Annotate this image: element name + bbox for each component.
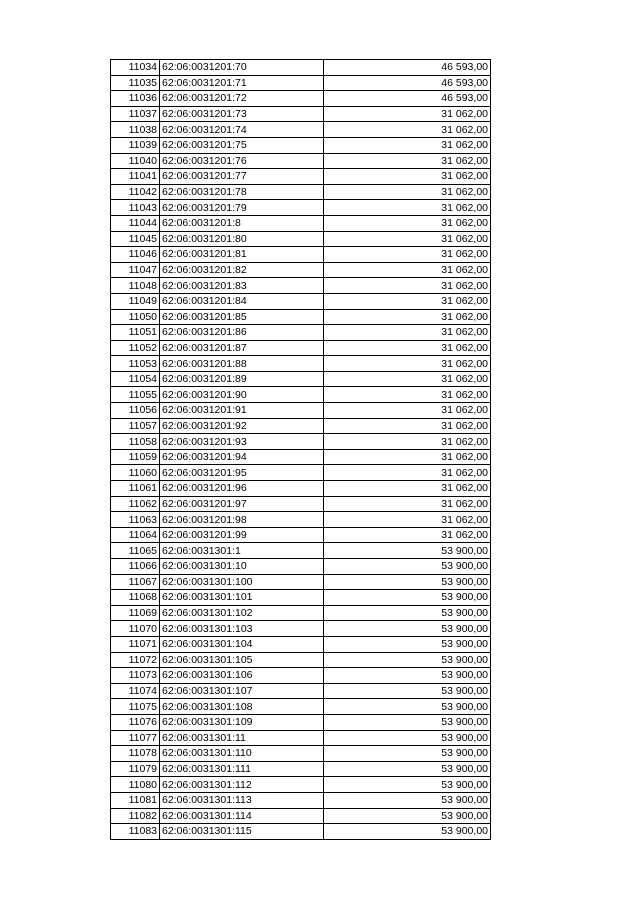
table-row bbox=[111, 590, 491, 606]
table-row bbox=[111, 137, 491, 153]
cadastral-number-cell: 62:06:0031301:10 bbox=[160, 559, 324, 575]
cadastral-number-cell: 62:06:0031201:80 bbox=[160, 231, 324, 247]
cadastral-number-cell: 62:06:0031201:88 bbox=[160, 356, 324, 372]
table-row bbox=[111, 824, 491, 840]
cadastral-value-cell: 53 900,00 bbox=[324, 761, 491, 777]
row-number-cell: 11073 bbox=[111, 668, 160, 684]
row-number-cell: 11052 bbox=[111, 340, 160, 356]
row-number-cell: 11044 bbox=[111, 215, 160, 231]
row-number-cell: 11059 bbox=[111, 449, 160, 465]
row-number-cell: 11053 bbox=[111, 356, 160, 372]
cadastral-value-cell: 31 062,00 bbox=[324, 496, 491, 512]
cadastral-number-cell: 62:06:0031201:98 bbox=[160, 512, 324, 528]
cadastral-value-cell: 31 062,00 bbox=[324, 512, 491, 528]
cadastral-value-cell: 31 062,00 bbox=[324, 137, 491, 153]
table-row bbox=[111, 184, 491, 200]
cadastral-value-cell: 31 062,00 bbox=[324, 262, 491, 278]
cadastral-number-cell: 62:06:0031201:71 bbox=[160, 75, 324, 91]
cadastral-value-cell: 53 900,00 bbox=[324, 824, 491, 840]
cadastral-number-cell: 62:06:0031201:77 bbox=[160, 169, 324, 185]
row-number-cell: 11055 bbox=[111, 387, 160, 403]
table-row bbox=[111, 356, 491, 372]
cadastral-number-cell: 62:06:0031201:92 bbox=[160, 418, 324, 434]
table-body bbox=[111, 60, 491, 840]
cadastral-number-cell: 62:06:0031301:110 bbox=[160, 746, 324, 762]
table-row bbox=[111, 278, 491, 294]
cadastral-number-cell: 62:06:0031201:74 bbox=[160, 122, 324, 138]
cadastral-value-cell: 31 062,00 bbox=[324, 278, 491, 294]
table-row bbox=[111, 106, 491, 122]
cadastral-value-cell: 53 900,00 bbox=[324, 636, 491, 652]
row-number-cell: 11080 bbox=[111, 777, 160, 793]
cadastral-number-cell: 62:06:0031201:70 bbox=[160, 60, 324, 76]
table-row bbox=[111, 231, 491, 247]
row-number-cell: 11072 bbox=[111, 652, 160, 668]
row-number-cell: 11067 bbox=[111, 574, 160, 590]
row-number-cell: 11065 bbox=[111, 543, 160, 559]
table-row bbox=[111, 215, 491, 231]
row-number-cell: 11069 bbox=[111, 605, 160, 621]
row-number-cell: 11074 bbox=[111, 683, 160, 699]
cadastral-value-cell: 53 900,00 bbox=[324, 543, 491, 559]
row-number-cell: 11034 bbox=[111, 60, 160, 76]
cadastral-number-cell: 62:06:0031201:8 bbox=[160, 215, 324, 231]
cadastral-number-cell: 62:06:0031301:111 bbox=[160, 761, 324, 777]
row-number-cell: 11037 bbox=[111, 106, 160, 122]
cadastral-value-cell: 53 900,00 bbox=[324, 792, 491, 808]
row-number-cell: 11043 bbox=[111, 200, 160, 216]
cadastral-value-cell: 31 062,00 bbox=[324, 231, 491, 247]
cadastral-number-cell: 62:06:0031201:99 bbox=[160, 527, 324, 543]
cadastral-value-cell: 53 900,00 bbox=[324, 683, 491, 699]
row-number-cell: 11081 bbox=[111, 792, 160, 808]
cadastral-number-cell: 62:06:0031201:91 bbox=[160, 403, 324, 419]
table-row bbox=[111, 714, 491, 730]
row-number-cell: 11061 bbox=[111, 481, 160, 497]
table-row bbox=[111, 309, 491, 325]
table-row bbox=[111, 75, 491, 91]
table-row bbox=[111, 699, 491, 715]
row-number-cell: 11076 bbox=[111, 714, 160, 730]
cadastral-number-cell: 62:06:0031201:83 bbox=[160, 278, 324, 294]
table-row bbox=[111, 808, 491, 824]
row-number-cell: 11063 bbox=[111, 512, 160, 528]
table-row bbox=[111, 340, 491, 356]
cadastral-number-cell: 62:06:0031301:108 bbox=[160, 699, 324, 715]
table-row bbox=[111, 169, 491, 185]
cadastral-number-cell: 62:06:0031201:95 bbox=[160, 465, 324, 481]
table-row bbox=[111, 262, 491, 278]
table-row bbox=[111, 574, 491, 590]
table-row bbox=[111, 636, 491, 652]
row-number-cell: 11083 bbox=[111, 824, 160, 840]
cadastral-value-cell: 53 900,00 bbox=[324, 605, 491, 621]
cadastral-number-cell: 62:06:0031201:94 bbox=[160, 449, 324, 465]
table-row bbox=[111, 418, 491, 434]
cadastral-value-cell: 31 062,00 bbox=[324, 434, 491, 450]
cadastral-number-cell: 62:06:0031301:113 bbox=[160, 792, 324, 808]
cadastral-number-cell: 62:06:0031201:86 bbox=[160, 325, 324, 341]
row-number-cell: 11038 bbox=[111, 122, 160, 138]
table-row bbox=[111, 730, 491, 746]
table-row bbox=[111, 481, 491, 497]
cadastral-value-table bbox=[110, 59, 491, 840]
row-number-cell: 11082 bbox=[111, 808, 160, 824]
cadastral-number-cell: 62:06:0031301:102 bbox=[160, 605, 324, 621]
cadastral-value-cell: 53 900,00 bbox=[324, 699, 491, 715]
table-row bbox=[111, 325, 491, 341]
cadastral-value-cell: 31 062,00 bbox=[324, 309, 491, 325]
cadastral-value-cell: 31 062,00 bbox=[324, 356, 491, 372]
cadastral-value-cell: 31 062,00 bbox=[324, 387, 491, 403]
cadastral-value-cell: 31 062,00 bbox=[324, 449, 491, 465]
cadastral-number-cell: 62:06:0031201:73 bbox=[160, 106, 324, 122]
table-row bbox=[111, 60, 491, 76]
row-number-cell: 11070 bbox=[111, 621, 160, 637]
table-row bbox=[111, 792, 491, 808]
cadastral-number-cell: 62:06:0031201:84 bbox=[160, 293, 324, 309]
cadastral-value-cell: 31 062,00 bbox=[324, 527, 491, 543]
cadastral-value-cell: 31 062,00 bbox=[324, 184, 491, 200]
cadastral-value-cell: 46 593,00 bbox=[324, 75, 491, 91]
table-row bbox=[111, 434, 491, 450]
row-number-cell: 11064 bbox=[111, 527, 160, 543]
table-row bbox=[111, 449, 491, 465]
table-row bbox=[111, 777, 491, 793]
cadastral-number-cell: 62:06:0031301:107 bbox=[160, 683, 324, 699]
cadastral-value-cell: 53 900,00 bbox=[324, 559, 491, 575]
row-number-cell: 11054 bbox=[111, 371, 160, 387]
cadastral-value-cell: 31 062,00 bbox=[324, 418, 491, 434]
row-number-cell: 11045 bbox=[111, 231, 160, 247]
cadastral-value-cell: 53 900,00 bbox=[324, 621, 491, 637]
cadastral-value-cell: 31 062,00 bbox=[324, 293, 491, 309]
row-number-cell: 11051 bbox=[111, 325, 160, 341]
row-number-cell: 11057 bbox=[111, 418, 160, 434]
table-row bbox=[111, 652, 491, 668]
row-number-cell: 11036 bbox=[111, 91, 160, 107]
cadastral-value-cell: 31 062,00 bbox=[324, 340, 491, 356]
table-row bbox=[111, 496, 491, 512]
cadastral-value-cell: 53 900,00 bbox=[324, 777, 491, 793]
table-row bbox=[111, 200, 491, 216]
cadastral-value-cell: 53 900,00 bbox=[324, 808, 491, 824]
table-row bbox=[111, 91, 491, 107]
cadastral-value-cell: 31 062,00 bbox=[324, 153, 491, 169]
row-number-cell: 11078 bbox=[111, 746, 160, 762]
row-number-cell: 11040 bbox=[111, 153, 160, 169]
row-number-cell: 11060 bbox=[111, 465, 160, 481]
row-number-cell: 11048 bbox=[111, 278, 160, 294]
table-row bbox=[111, 746, 491, 762]
cadastral-value-cell: 53 900,00 bbox=[324, 590, 491, 606]
cadastral-value-cell: 46 593,00 bbox=[324, 91, 491, 107]
cadastral-number-cell: 62:06:0031201:82 bbox=[160, 262, 324, 278]
cadastral-number-cell: 62:06:0031201:76 bbox=[160, 153, 324, 169]
row-number-cell: 11056 bbox=[111, 403, 160, 419]
cadastral-number-cell: 62:06:0031301:1 bbox=[160, 543, 324, 559]
cadastral-value-cell: 31 062,00 bbox=[324, 215, 491, 231]
row-number-cell: 11046 bbox=[111, 247, 160, 263]
cadastral-number-cell: 62:06:0031201:87 bbox=[160, 340, 324, 356]
table-row bbox=[111, 683, 491, 699]
cadastral-number-cell: 62:06:0031201:97 bbox=[160, 496, 324, 512]
table-row bbox=[111, 122, 491, 138]
cadastral-value-cell: 31 062,00 bbox=[324, 481, 491, 497]
cadastral-number-cell: 62:06:0031301:103 bbox=[160, 621, 324, 637]
cadastral-number-cell: 62:06:0031201:78 bbox=[160, 184, 324, 200]
table-row bbox=[111, 668, 491, 684]
cadastral-value-cell: 31 062,00 bbox=[324, 106, 491, 122]
table-row bbox=[111, 247, 491, 263]
row-number-cell: 11047 bbox=[111, 262, 160, 278]
table-row bbox=[111, 387, 491, 403]
cadastral-number-cell: 62:06:0031301:114 bbox=[160, 808, 324, 824]
cadastral-value-cell: 31 062,00 bbox=[324, 247, 491, 263]
table-row bbox=[111, 761, 491, 777]
cadastral-number-cell: 62:06:0031201:89 bbox=[160, 371, 324, 387]
row-number-cell: 11066 bbox=[111, 559, 160, 575]
row-number-cell: 11068 bbox=[111, 590, 160, 606]
table-row bbox=[111, 293, 491, 309]
cadastral-number-cell: 62:06:0031301:11 bbox=[160, 730, 324, 746]
table-row bbox=[111, 543, 491, 559]
cadastral-number-cell: 62:06:0031301:112 bbox=[160, 777, 324, 793]
cadastral-value-cell: 31 062,00 bbox=[324, 169, 491, 185]
table-row bbox=[111, 559, 491, 575]
cadastral-value-cell: 53 900,00 bbox=[324, 668, 491, 684]
cadastral-value-cell: 31 062,00 bbox=[324, 371, 491, 387]
cadastral-value-cell: 53 900,00 bbox=[324, 652, 491, 668]
table-row bbox=[111, 153, 491, 169]
cadastral-value-cell: 53 900,00 bbox=[324, 746, 491, 762]
row-number-cell: 11042 bbox=[111, 184, 160, 200]
table-row bbox=[111, 371, 491, 387]
row-number-cell: 11071 bbox=[111, 636, 160, 652]
table-row bbox=[111, 512, 491, 528]
cadastral-value-cell: 31 062,00 bbox=[324, 200, 491, 216]
table-row bbox=[111, 605, 491, 621]
cadastral-number-cell: 62:06:0031201:79 bbox=[160, 200, 324, 216]
row-number-cell: 11039 bbox=[111, 137, 160, 153]
row-number-cell: 11079 bbox=[111, 761, 160, 777]
cadastral-number-cell: 62:06:0031201:81 bbox=[160, 247, 324, 263]
row-number-cell: 11077 bbox=[111, 730, 160, 746]
cadastral-value-cell: 53 900,00 bbox=[324, 574, 491, 590]
cadastral-number-cell: 62:06:0031301:109 bbox=[160, 714, 324, 730]
cadastral-number-cell: 62:06:0031201:93 bbox=[160, 434, 324, 450]
cadastral-number-cell: 62:06:0031201:72 bbox=[160, 91, 324, 107]
cadastral-value-cell: 53 900,00 bbox=[324, 730, 491, 746]
row-number-cell: 11035 bbox=[111, 75, 160, 91]
cadastral-number-cell: 62:06:0031201:75 bbox=[160, 137, 324, 153]
cadastral-number-cell: 62:06:0031301:104 bbox=[160, 636, 324, 652]
table-row bbox=[111, 621, 491, 637]
row-number-cell: 11049 bbox=[111, 293, 160, 309]
cadastral-number-cell: 62:06:0031201:96 bbox=[160, 481, 324, 497]
table-row bbox=[111, 465, 491, 481]
row-number-cell: 11075 bbox=[111, 699, 160, 715]
cadastral-number-cell: 62:06:0031301:100 bbox=[160, 574, 324, 590]
cadastral-number-cell: 62:06:0031301:115 bbox=[160, 824, 324, 840]
table-row bbox=[111, 403, 491, 419]
cadastral-number-cell: 62:06:0031301:105 bbox=[160, 652, 324, 668]
table-row bbox=[111, 527, 491, 543]
cadastral-number-cell: 62:06:0031201:85 bbox=[160, 309, 324, 325]
cadastral-value-cell: 31 062,00 bbox=[324, 465, 491, 481]
cadastral-value-cell: 31 062,00 bbox=[324, 403, 491, 419]
cadastral-number-cell: 62:06:0031301:106 bbox=[160, 668, 324, 684]
row-number-cell: 11058 bbox=[111, 434, 160, 450]
cadastral-value-cell: 53 900,00 bbox=[324, 714, 491, 730]
row-number-cell: 11062 bbox=[111, 496, 160, 512]
cadastral-number-cell: 62:06:0031201:90 bbox=[160, 387, 324, 403]
row-number-cell: 11050 bbox=[111, 309, 160, 325]
cadastral-value-cell: 31 062,00 bbox=[324, 325, 491, 341]
cadastral-number-cell: 62:06:0031301:101 bbox=[160, 590, 324, 606]
row-number-cell: 11041 bbox=[111, 169, 160, 185]
cadastral-value-cell: 46 593,00 bbox=[324, 60, 491, 76]
cadastral-value-cell: 31 062,00 bbox=[324, 122, 491, 138]
